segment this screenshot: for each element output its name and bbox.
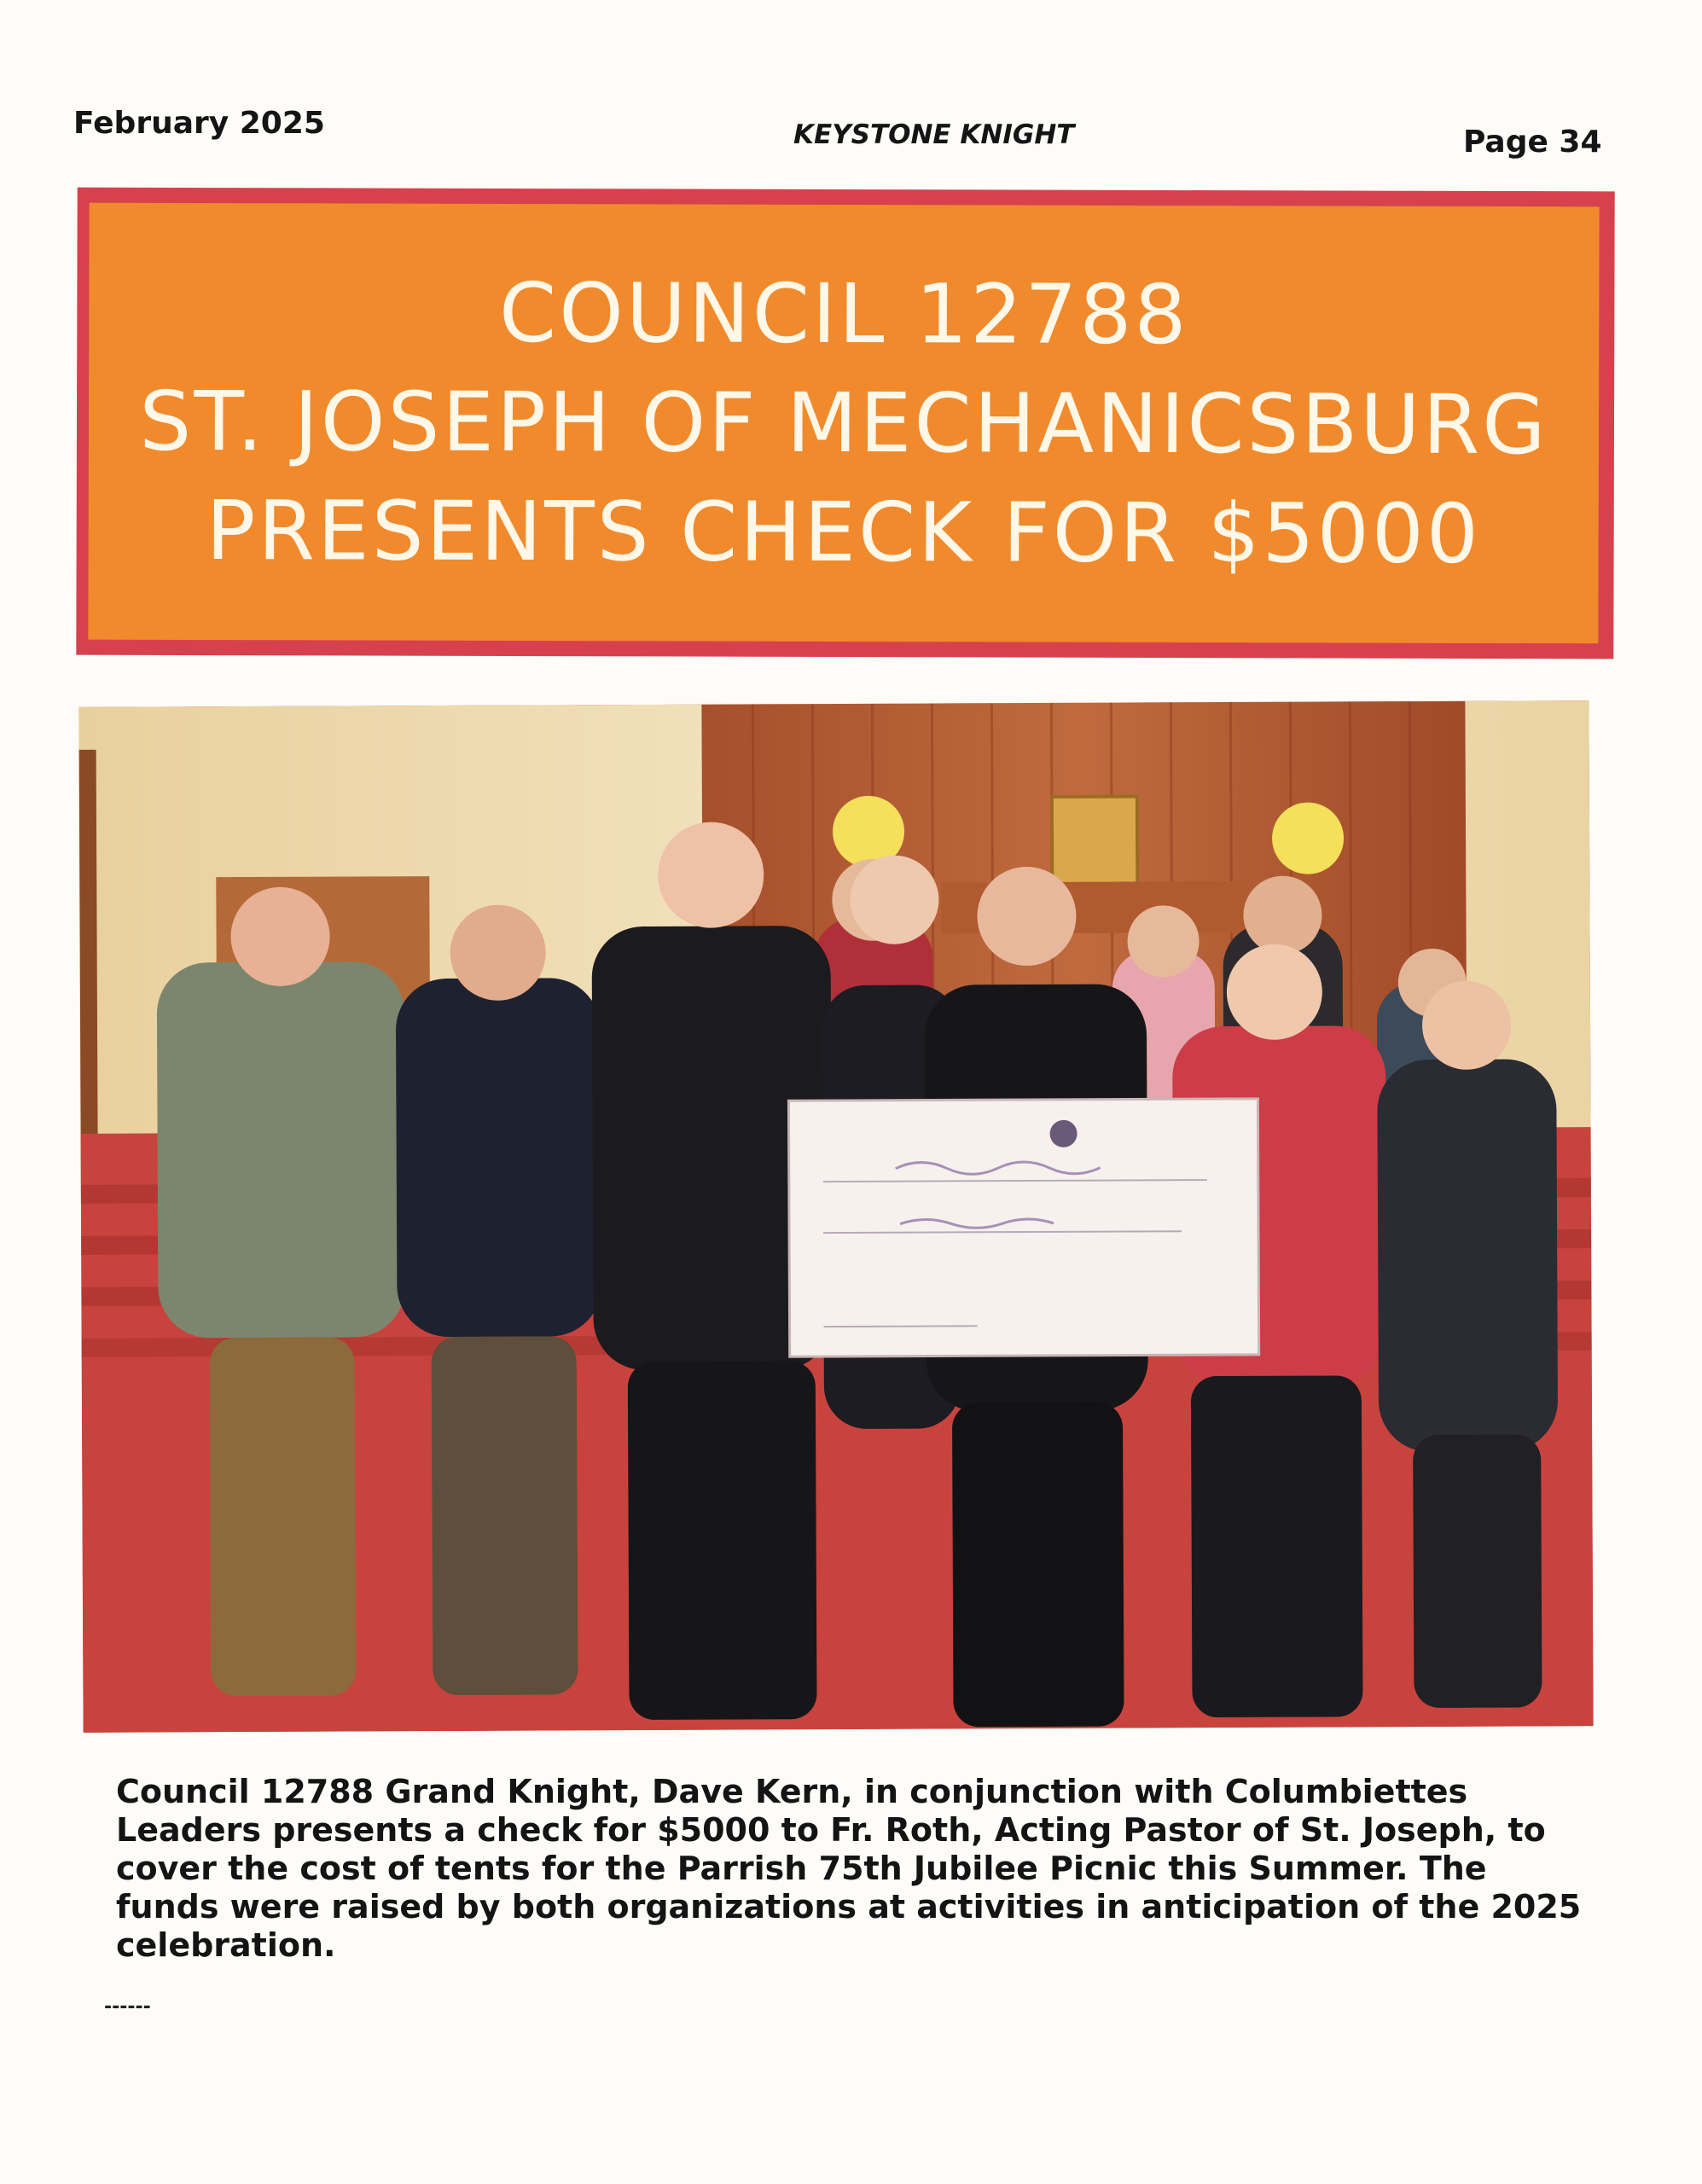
group-photo (78, 700, 1593, 1733)
flowers-right (1272, 802, 1344, 874)
section-separator: ------ (104, 1996, 151, 2018)
headline-line-2: ST. JOSEPH OF MECHANICSBURG (139, 373, 1548, 473)
publication-title: KEYSTONE KNIGHT (793, 119, 1075, 150)
headline-line-1: COUNCIL 12788 (498, 264, 1189, 363)
photo-caption: Council 12788 Grand Knight, Dave Kern, in conjunction with Columbiettes Leaders presents a check for $5000 to Fr. Roth, Acting Pastor of St. Joseph, to cover the cost of tents for the Parrish 75th Jubilee Picnic this Summer. The funds were raised by both organizations at activities in anticipation of the 2025 celebration. (116, 1773, 1582, 1964)
issue-date: February 2025 (73, 106, 325, 141)
headline-banner (76, 188, 1614, 659)
group-photo-illustration (78, 700, 1593, 1733)
page-number: Page 34 (1463, 125, 1602, 160)
presentation-check (788, 1099, 1258, 1356)
headline-banner-inner (88, 203, 1599, 644)
headline-line-3: PRESENTS CHECK FOR $5000 (206, 483, 1482, 582)
